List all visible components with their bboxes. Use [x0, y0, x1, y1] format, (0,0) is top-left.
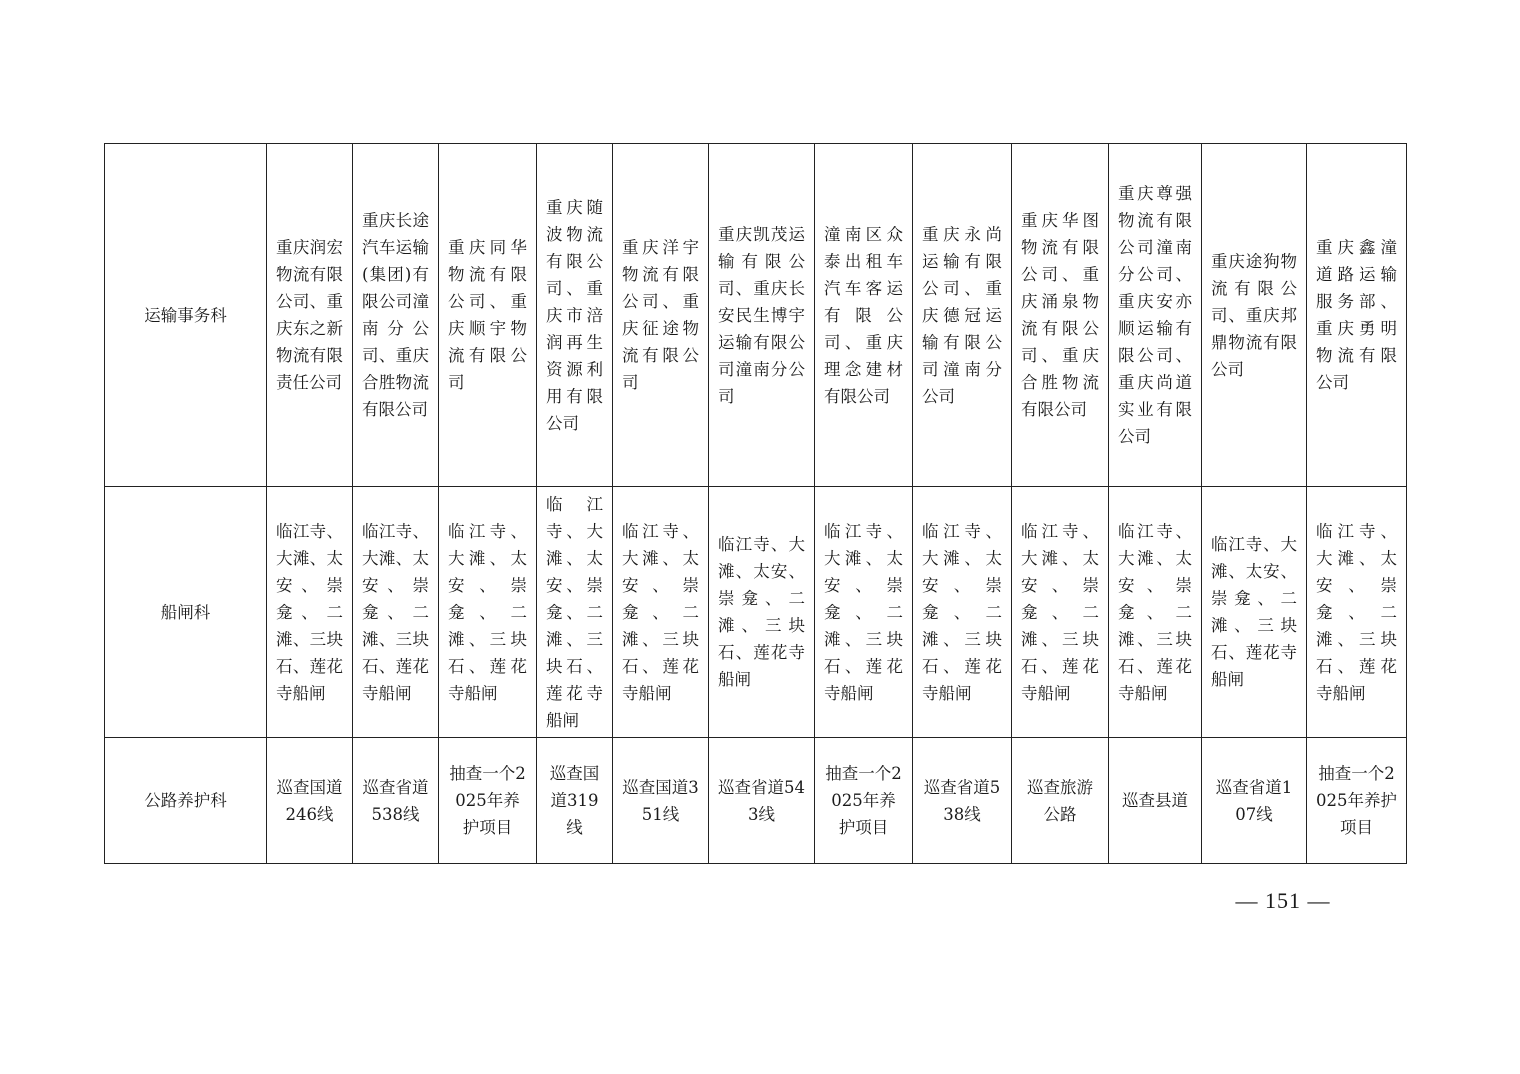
table-cell: 巡查省道107线 — [1202, 738, 1307, 864]
table-row — [105, 487, 1407, 738]
table-cell: 巡查省道543线 — [709, 738, 815, 864]
table-cell: 巡查县道 — [1109, 738, 1202, 864]
assignment-table — [104, 143, 1407, 864]
table-cell: 临江寺、大滩、太安、崇龛、二滩、三块石、莲花寺船闸 — [913, 487, 1012, 738]
table-cell: 巡查国道246线 — [267, 738, 353, 864]
table-cell: 重庆途狗物流有限公司、重庆邦鼎物流有限公司 — [1202, 144, 1307, 487]
table-cell: 抽查一个2025年养护项目 — [815, 738, 913, 864]
table-cell: 临江寺、大滩、太安、崇龛、二滩、三块石、莲花寺船闸 — [709, 487, 815, 738]
table-cell: 巡查国道351线 — [613, 738, 709, 864]
table-cell: 临江寺、大滩、太安、崇龛、二滩、三块石、莲花寺船闸 — [1202, 487, 1307, 738]
row-header-transport-affairs: 运输事务科 — [105, 144, 267, 487]
table-cell: 抽查一个2025年养护项目 — [1307, 738, 1407, 864]
table-cell: 重庆润宏物流有限公司、重庆东之新物流有限责任公司 — [267, 144, 353, 487]
table-cell: 抽查一个2025年养护项目 — [439, 738, 537, 864]
table-row — [105, 738, 1407, 864]
table-cell: 临江寺、大滩、太安、崇龛、二滩、三块石、莲花寺船闸 — [267, 487, 353, 738]
row-header-ship-lock: 船闸科 — [105, 487, 267, 738]
row-header-road-maintenance: 公路养护科 — [105, 738, 267, 864]
table-cell: 临江寺、大滩、太安、崇龛、二滩、三块石、莲花寺船闸 — [1109, 487, 1202, 738]
table-cell: 巡查省道538线 — [353, 738, 439, 864]
table-cell: 重庆鑫潼道路运输服务部、重庆勇明物流有限公司 — [1307, 144, 1407, 487]
table-cell: 潼南区众泰出租车汽车客运有限公司、重庆理念建材有限公司 — [815, 144, 913, 487]
table-cell: 临江寺、大滩、太安、崇龛、二滩、三块石、莲花寺船闸 — [537, 487, 613, 738]
table-cell: 临江寺、大滩、太安、崇龛、二滩、三块石、莲花寺船闸 — [815, 487, 913, 738]
table-cell: 重庆华图物流有限公司、重庆涌泉物流有限公司、重庆合胜物流有限公司 — [1012, 144, 1109, 487]
table-cell: 临江寺、大滩、太安、崇龛、二滩、三块石、莲花寺船闸 — [353, 487, 439, 738]
table-cell: 重庆长途汽车运输(集团)有限公司潼南分公司、重庆合胜物流有限公司 — [353, 144, 439, 487]
table-cell: 巡查旅游公路 — [1012, 738, 1109, 864]
table-cell: 临江寺、大滩、太安、崇龛、二滩、三块石、莲花寺船闸 — [439, 487, 537, 738]
table-cell: 巡查国道319线 — [537, 738, 613, 864]
table-cell: 重庆凯茂运输有限公司、重庆长安民生博宇运输有限公司潼南分公司 — [709, 144, 815, 487]
table-cell: 重庆同华物流有限公司、重庆顺宇物流有限公司 — [439, 144, 537, 487]
table-cell: 重庆尊强物流有限公司潼南分公司、重庆安亦顺运输有限公司、重庆尚道实业有限公司 — [1109, 144, 1202, 487]
table-cell: 临江寺、大滩、太安、崇龛、二滩、三块石、莲花寺船闸 — [613, 487, 709, 738]
table-row — [105, 144, 1407, 487]
table-cell: 重庆随波物流有限公司、重庆市涪润再生资源利用有限公司 — [537, 144, 613, 487]
table-cell: 重庆永尚运输有限公司、重庆德冠运输有限公司潼南分公司 — [913, 144, 1012, 487]
table-cell: 临江寺、大滩、太安、崇龛、二滩、三块石、莲花寺船闸 — [1307, 487, 1407, 738]
table-cell: 重庆洋宇物流有限公司、重庆征途物流有限公司 — [613, 144, 709, 487]
page-number: — 151 — — [1235, 888, 1331, 913]
table-cell: 临江寺、大滩、太安、崇龛、二滩、三块石、莲花寺船闸 — [1012, 487, 1109, 738]
table-cell: 巡查省道538线 — [913, 738, 1012, 864]
